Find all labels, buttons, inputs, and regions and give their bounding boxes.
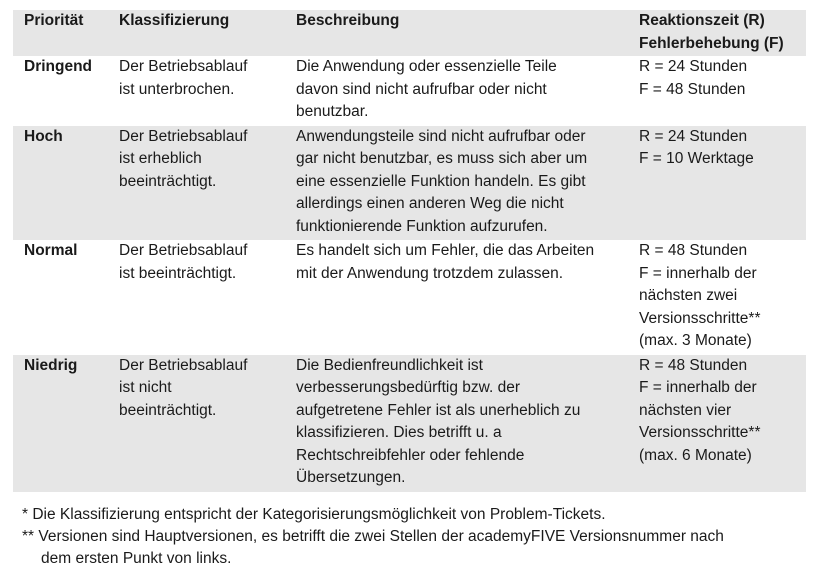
description-cell xyxy=(285,126,628,241)
priority-cell: Normal xyxy=(24,242,78,259)
text-line: Versionsschritte** xyxy=(639,424,761,441)
header-fix-line: Fehlerbehebung (F) xyxy=(639,34,784,52)
text-line: Anwendungsteile sind nicht aufrufbar oder xyxy=(296,127,586,145)
text-line: klassifizieren. Dies betrifft u. a xyxy=(296,424,502,441)
text-line: ist erheblich xyxy=(119,150,202,167)
times-cell xyxy=(628,56,806,126)
text-line: aufgetretene Fehler ist als unerheblich zu xyxy=(296,401,581,419)
priority-cell: Hoch xyxy=(24,127,63,145)
text-line: davon sind nicht aufrufbar oder nicht xyxy=(296,80,547,98)
text-line: allerdings einen anderen Weg die nicht xyxy=(296,195,564,212)
times-cell xyxy=(628,126,806,241)
times-cell xyxy=(628,240,806,355)
classification-cell xyxy=(108,126,285,241)
text-line: (max. 3 Monate) xyxy=(639,332,752,349)
classification-cell xyxy=(108,240,285,355)
text-line: beeinträchtigt. xyxy=(119,172,217,190)
text-line: eine essenzielle Funktion handeln. Es gibt xyxy=(296,172,586,190)
footnote-text: Die Klassifizierung entspricht der Kategorisierungsmöglichkeit von Problem-Tickets. xyxy=(32,506,606,523)
classification-cell xyxy=(108,56,285,126)
text-line: Es handelt sich um Fehler, die das Arbeiten xyxy=(296,242,595,259)
text-line: mit der Anwendung trotzdem zulassen. xyxy=(296,264,564,282)
priority-cell: Dringend xyxy=(24,58,93,75)
text-line: ist unterbrochen. xyxy=(119,80,235,98)
text-line: nächsten vier xyxy=(639,401,732,419)
text-line: Der Betriebsablauf xyxy=(119,127,248,145)
text-line: gar nicht benutzbar, es muss sich aber um xyxy=(296,150,588,167)
text-line: R = 24 Stunden xyxy=(639,127,748,145)
description-cell xyxy=(285,355,628,492)
priority-cell: Niedrig xyxy=(24,356,78,374)
table-row xyxy=(13,355,806,492)
footnote-line: dem ersten Punkt von links. xyxy=(41,550,232,567)
table-row xyxy=(13,56,806,126)
header-reaction-line: Reaktionszeit (R) xyxy=(639,12,765,29)
footnote-text xyxy=(22,526,802,570)
footnote-1 xyxy=(22,504,802,526)
table-row xyxy=(13,126,806,241)
text-line: Die Bedienfreundlichkeit ist xyxy=(296,356,483,374)
text-line: funktionierende Funktion aufzurufen. xyxy=(296,217,548,235)
footnote-line: Versionen sind Hauptversionen, es betrifft die zwei Stellen der academyFIVE Versionsnummer nach xyxy=(38,528,724,545)
footnote-marker: ** xyxy=(22,528,39,545)
table-header-row xyxy=(13,10,806,56)
header-reaction-time xyxy=(628,10,806,56)
text-line: Der Betriebsablauf xyxy=(119,356,248,374)
text-line: Versionsschritte** xyxy=(639,309,761,327)
header-classification: Klassifizierung xyxy=(119,12,230,29)
footnote-marker: * xyxy=(22,506,33,523)
description-cell xyxy=(285,240,628,355)
text-line: F = innerhalb der xyxy=(639,379,757,396)
description-cell xyxy=(285,56,628,126)
text-line: ist nicht xyxy=(119,379,172,396)
priority-table xyxy=(13,10,806,492)
text-line: nächsten zwei xyxy=(639,287,738,304)
classification-cell xyxy=(108,355,285,492)
text-line: (max. 6 Monate) xyxy=(639,446,752,464)
footnote-2 xyxy=(22,526,802,570)
header-description: Beschreibung xyxy=(296,12,400,29)
times-cell xyxy=(628,355,806,492)
text-line: Der Betriebsablauf xyxy=(119,58,248,75)
text-line: verbesserungsbedürftig bzw. der xyxy=(296,379,521,396)
table-row xyxy=(13,240,806,355)
header-priority: Priorität xyxy=(24,12,84,29)
text-line: Rechtschreibfehler oder fehlende xyxy=(296,446,525,464)
text-line: ist beeinträchtigt. xyxy=(119,264,237,282)
text-line: Übersetzungen. xyxy=(296,469,406,486)
text-line: R = 48 Stunden xyxy=(639,356,748,374)
text-line: F = innerhalb der xyxy=(639,264,757,282)
footnotes xyxy=(22,504,802,570)
text-line: F = 48 Stunden xyxy=(639,80,746,98)
text-line: beeinträchtigt. xyxy=(119,401,217,419)
text-line: Der Betriebsablauf xyxy=(119,242,248,259)
text-line: Die Anwendung oder essenzielle Teile xyxy=(296,58,557,75)
text-line: R = 48 Stunden xyxy=(639,242,748,259)
text-line: R = 24 Stunden xyxy=(639,58,748,75)
text-line: benutzbar. xyxy=(296,103,369,120)
text-line: F = 10 Werktage xyxy=(639,150,754,167)
